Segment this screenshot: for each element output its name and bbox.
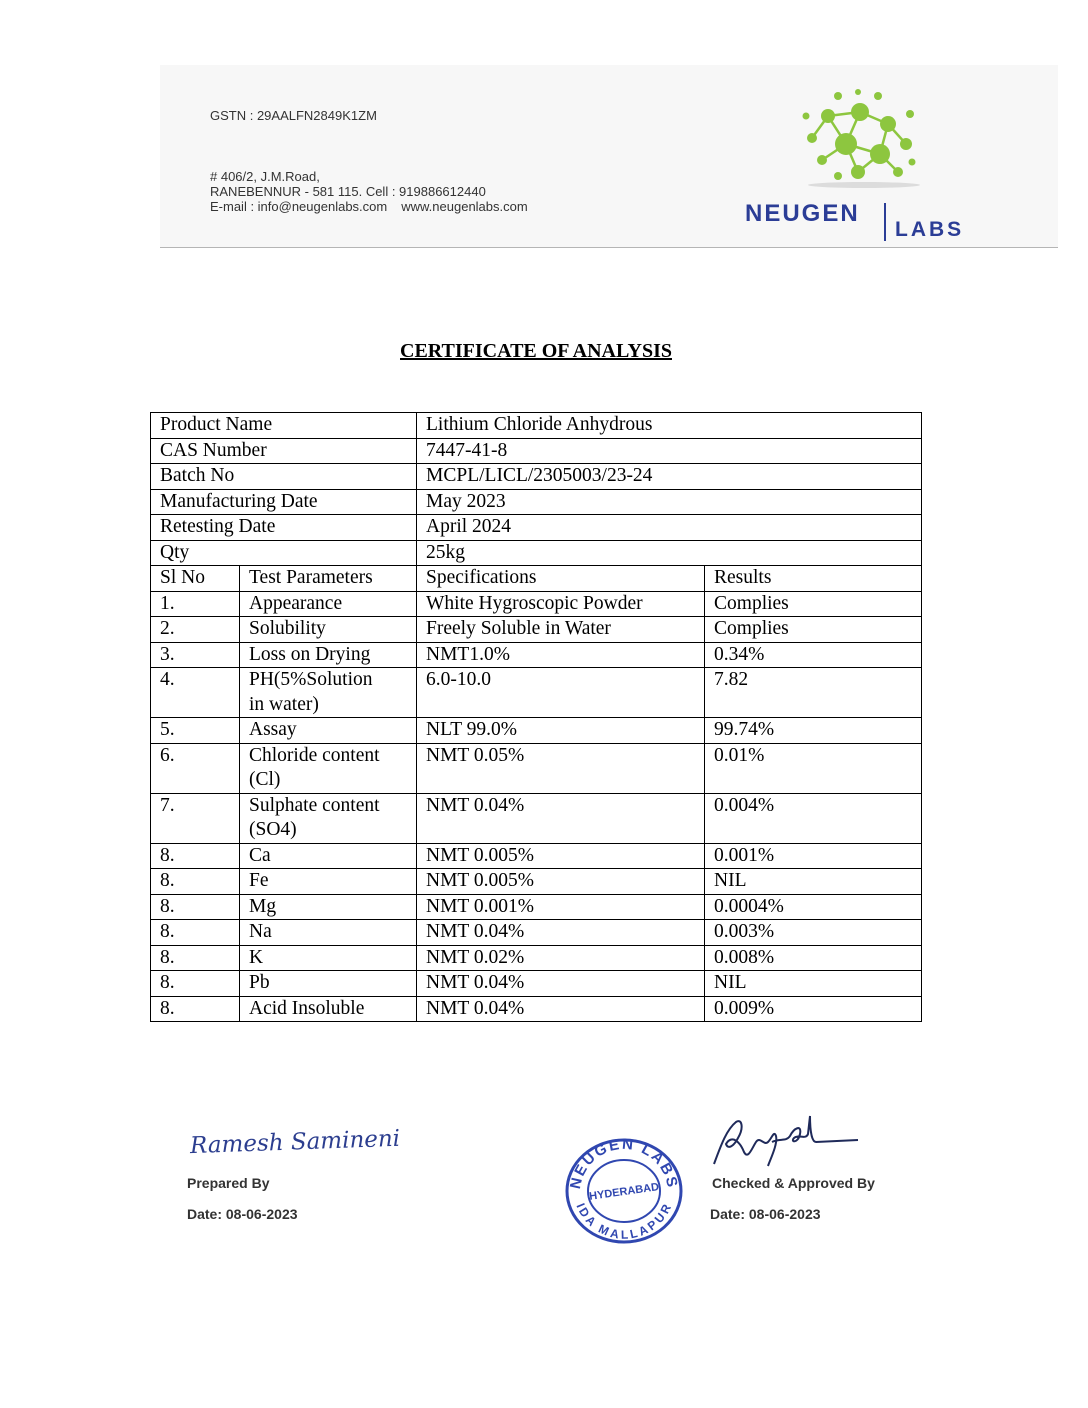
result-cell: Complies bbox=[705, 591, 922, 617]
test-row bbox=[151, 920, 922, 946]
col-header-sl-no: Sl No bbox=[151, 566, 240, 592]
logo-wordmark-labs: LABS bbox=[895, 218, 965, 241]
specification-cell: NMT 0.04% bbox=[417, 996, 705, 1022]
parameter-cell bbox=[240, 668, 417, 718]
parameter-cell bbox=[240, 617, 417, 643]
result-cell: 0.34% bbox=[705, 642, 922, 668]
checked-approved-label: Checked & Approved By bbox=[712, 1175, 875, 1191]
info-value: May 2023 bbox=[417, 489, 922, 515]
cell-line: Sulphate content bbox=[249, 794, 380, 816]
specification-cell: NMT 0.001% bbox=[417, 894, 705, 920]
test-row bbox=[151, 971, 922, 997]
signature-text: Ramesh Samineni bbox=[189, 1125, 401, 1160]
sl-no-cell: 8. bbox=[151, 971, 240, 997]
test-row bbox=[151, 869, 922, 895]
result-cell: 7.82 bbox=[705, 668, 922, 718]
specification-cell: NLT 99.0% bbox=[417, 718, 705, 744]
cell-line: Na bbox=[249, 921, 272, 942]
parameter-cell bbox=[240, 945, 417, 971]
cell-line: Solubility bbox=[249, 618, 326, 639]
test-row bbox=[151, 945, 922, 971]
info-label: Batch No bbox=[151, 464, 417, 490]
analysis-table bbox=[150, 412, 922, 1022]
prepared-by-signature bbox=[188, 1118, 401, 1164]
parameter-cell bbox=[240, 743, 417, 793]
cell-line: Acid Insoluble bbox=[249, 997, 365, 1019]
test-row bbox=[151, 718, 922, 744]
cell-line: Mg bbox=[249, 895, 277, 917]
test-row bbox=[151, 894, 922, 920]
info-label: CAS Number bbox=[151, 438, 417, 464]
parameter-cell bbox=[240, 920, 417, 946]
info-value: MCPL/LICL/2305003/23-24 bbox=[417, 464, 922, 490]
sl-no-cell: 8. bbox=[151, 894, 240, 920]
logo-divider bbox=[884, 203, 886, 241]
sl-no-cell: 7. bbox=[151, 793, 240, 843]
info-value: 7447-41-8 bbox=[417, 438, 922, 464]
parameter-cell bbox=[240, 996, 417, 1022]
cell-line: Fe bbox=[249, 870, 269, 891]
specification-cell: NMT 0.005% bbox=[417, 843, 705, 869]
stamp-center-text: HYDERABAD bbox=[588, 1181, 660, 1203]
cell-line: Assay bbox=[249, 719, 297, 740]
specification-cell: NMT 0.04% bbox=[417, 793, 705, 843]
result-cell: NIL bbox=[705, 971, 922, 997]
result-cell: Complies bbox=[705, 617, 922, 643]
website-text: www.neugenlabs.com bbox=[401, 199, 528, 214]
col-header-parameter: Test Parameters bbox=[240, 566, 417, 592]
info-row bbox=[151, 515, 922, 541]
parameter-cell bbox=[240, 793, 417, 843]
test-row bbox=[151, 843, 922, 869]
parameter-cell bbox=[240, 591, 417, 617]
result-cell: 0.004% bbox=[705, 793, 922, 843]
specification-cell: NMT 0.02% bbox=[417, 945, 705, 971]
info-row bbox=[151, 413, 922, 439]
parameter-cell bbox=[240, 642, 417, 668]
test-header-row bbox=[151, 566, 922, 592]
result-cell: 99.74% bbox=[705, 718, 922, 744]
sl-no-cell: 8. bbox=[151, 843, 240, 869]
info-value: 25kg bbox=[417, 540, 922, 566]
parameter-cell bbox=[240, 869, 417, 895]
sl-no-cell: 5. bbox=[151, 718, 240, 744]
parameter-cell bbox=[240, 894, 417, 920]
cell-line: Chloride content bbox=[249, 744, 380, 766]
result-cell: 0.01% bbox=[705, 743, 922, 793]
company-seal-stamp bbox=[563, 1135, 685, 1245]
specification-cell: NMT 0.05% bbox=[417, 743, 705, 793]
cell-line: PH(5%Solution bbox=[249, 669, 373, 690]
specification-cell: NMT1.0% bbox=[417, 642, 705, 668]
info-label: Manufacturing Date bbox=[151, 489, 417, 515]
info-value: Lithium Chloride Anhydrous bbox=[417, 413, 922, 439]
cell-line: (Cl) bbox=[249, 769, 281, 790]
molecule-logo-icon bbox=[798, 86, 928, 192]
test-row bbox=[151, 743, 922, 793]
email-text: E-mail : info@neugenlabs.com bbox=[210, 199, 388, 214]
parameter-cell bbox=[240, 718, 417, 744]
col-header-specification: Specifications bbox=[417, 566, 705, 592]
test-row bbox=[151, 591, 922, 617]
stamp-bottom-text: IDA MALLAPUR bbox=[573, 1201, 675, 1242]
address-line-2: RANEBENNUR - 581 115. Cell : 919886612440 bbox=[210, 184, 486, 199]
contact-line bbox=[210, 199, 528, 215]
info-value: April 2024 bbox=[417, 515, 922, 541]
test-row bbox=[151, 793, 922, 843]
result-cell: 0.009% bbox=[705, 996, 922, 1022]
specification-cell: NMT 0.005% bbox=[417, 869, 705, 895]
sl-no-cell: 8. bbox=[151, 996, 240, 1022]
gstn-number: GSTN : 29AALFN2849K1ZM bbox=[210, 108, 377, 123]
info-label: Product Name bbox=[151, 413, 417, 439]
prepared-date: Date: 08-06-2023 bbox=[187, 1206, 298, 1222]
checked-date: Date: 08-06-2023 bbox=[710, 1206, 821, 1222]
prepared-by-label: Prepared By bbox=[187, 1175, 270, 1191]
info-row bbox=[151, 540, 922, 566]
parameter-cell bbox=[240, 971, 417, 997]
cell-line: Loss on Drying bbox=[249, 643, 371, 665]
info-row bbox=[151, 489, 922, 515]
parameter-cell bbox=[240, 843, 417, 869]
cell-line: in water) bbox=[249, 693, 319, 715]
svg-text:NEUGEN LABS bbox=[567, 1136, 681, 1191]
cell-line: Pb bbox=[249, 972, 270, 993]
specification-cell: Freely Soluble in Water bbox=[417, 617, 705, 643]
specification-cell: White Hygroscopic Powder bbox=[417, 591, 705, 617]
sl-no-cell: 2. bbox=[151, 617, 240, 643]
test-row bbox=[151, 668, 922, 718]
document-title: CERTIFICATE OF ANALYSIS bbox=[400, 340, 672, 362]
specification-cell: NMT 0.04% bbox=[417, 971, 705, 997]
info-label: Qty bbox=[151, 540, 417, 566]
test-row bbox=[151, 617, 922, 643]
sl-no-cell: 8. bbox=[151, 945, 240, 971]
stamp-top-text: NEUGEN LABS bbox=[566, 1135, 681, 1191]
test-row bbox=[151, 642, 922, 668]
sl-no-cell: 6. bbox=[151, 743, 240, 793]
col-header-result: Results bbox=[705, 566, 922, 592]
result-cell: 0.003% bbox=[705, 920, 922, 946]
specification-cell: NMT 0.04% bbox=[417, 920, 705, 946]
result-cell: NIL bbox=[705, 869, 922, 895]
result-cell: 0.0004% bbox=[705, 894, 922, 920]
result-cell: 0.008% bbox=[705, 945, 922, 971]
approver-signature-icon bbox=[710, 1112, 862, 1170]
sl-no-cell: 8. bbox=[151, 920, 240, 946]
cell-line: Ca bbox=[249, 844, 271, 866]
cell-line: (SO4) bbox=[249, 819, 297, 840]
info-row bbox=[151, 464, 922, 490]
logo-wordmark-neugen: NEUGEN bbox=[745, 200, 860, 227]
info-row bbox=[151, 438, 922, 464]
info-label: Retesting Date bbox=[151, 515, 417, 541]
sl-no-cell: 1. bbox=[151, 591, 240, 617]
sl-no-cell: 3. bbox=[151, 642, 240, 668]
result-cell: 0.001% bbox=[705, 843, 922, 869]
sl-no-cell: 4. bbox=[151, 668, 240, 718]
specification-cell: 6.0-10.0 bbox=[417, 668, 705, 718]
cell-line: K bbox=[249, 946, 264, 968]
test-row bbox=[151, 996, 922, 1022]
address-line-1: # 406/2, J.M.Road, bbox=[210, 169, 320, 184]
sl-no-cell: 8. bbox=[151, 869, 240, 895]
cell-line: Appearance bbox=[249, 592, 343, 614]
